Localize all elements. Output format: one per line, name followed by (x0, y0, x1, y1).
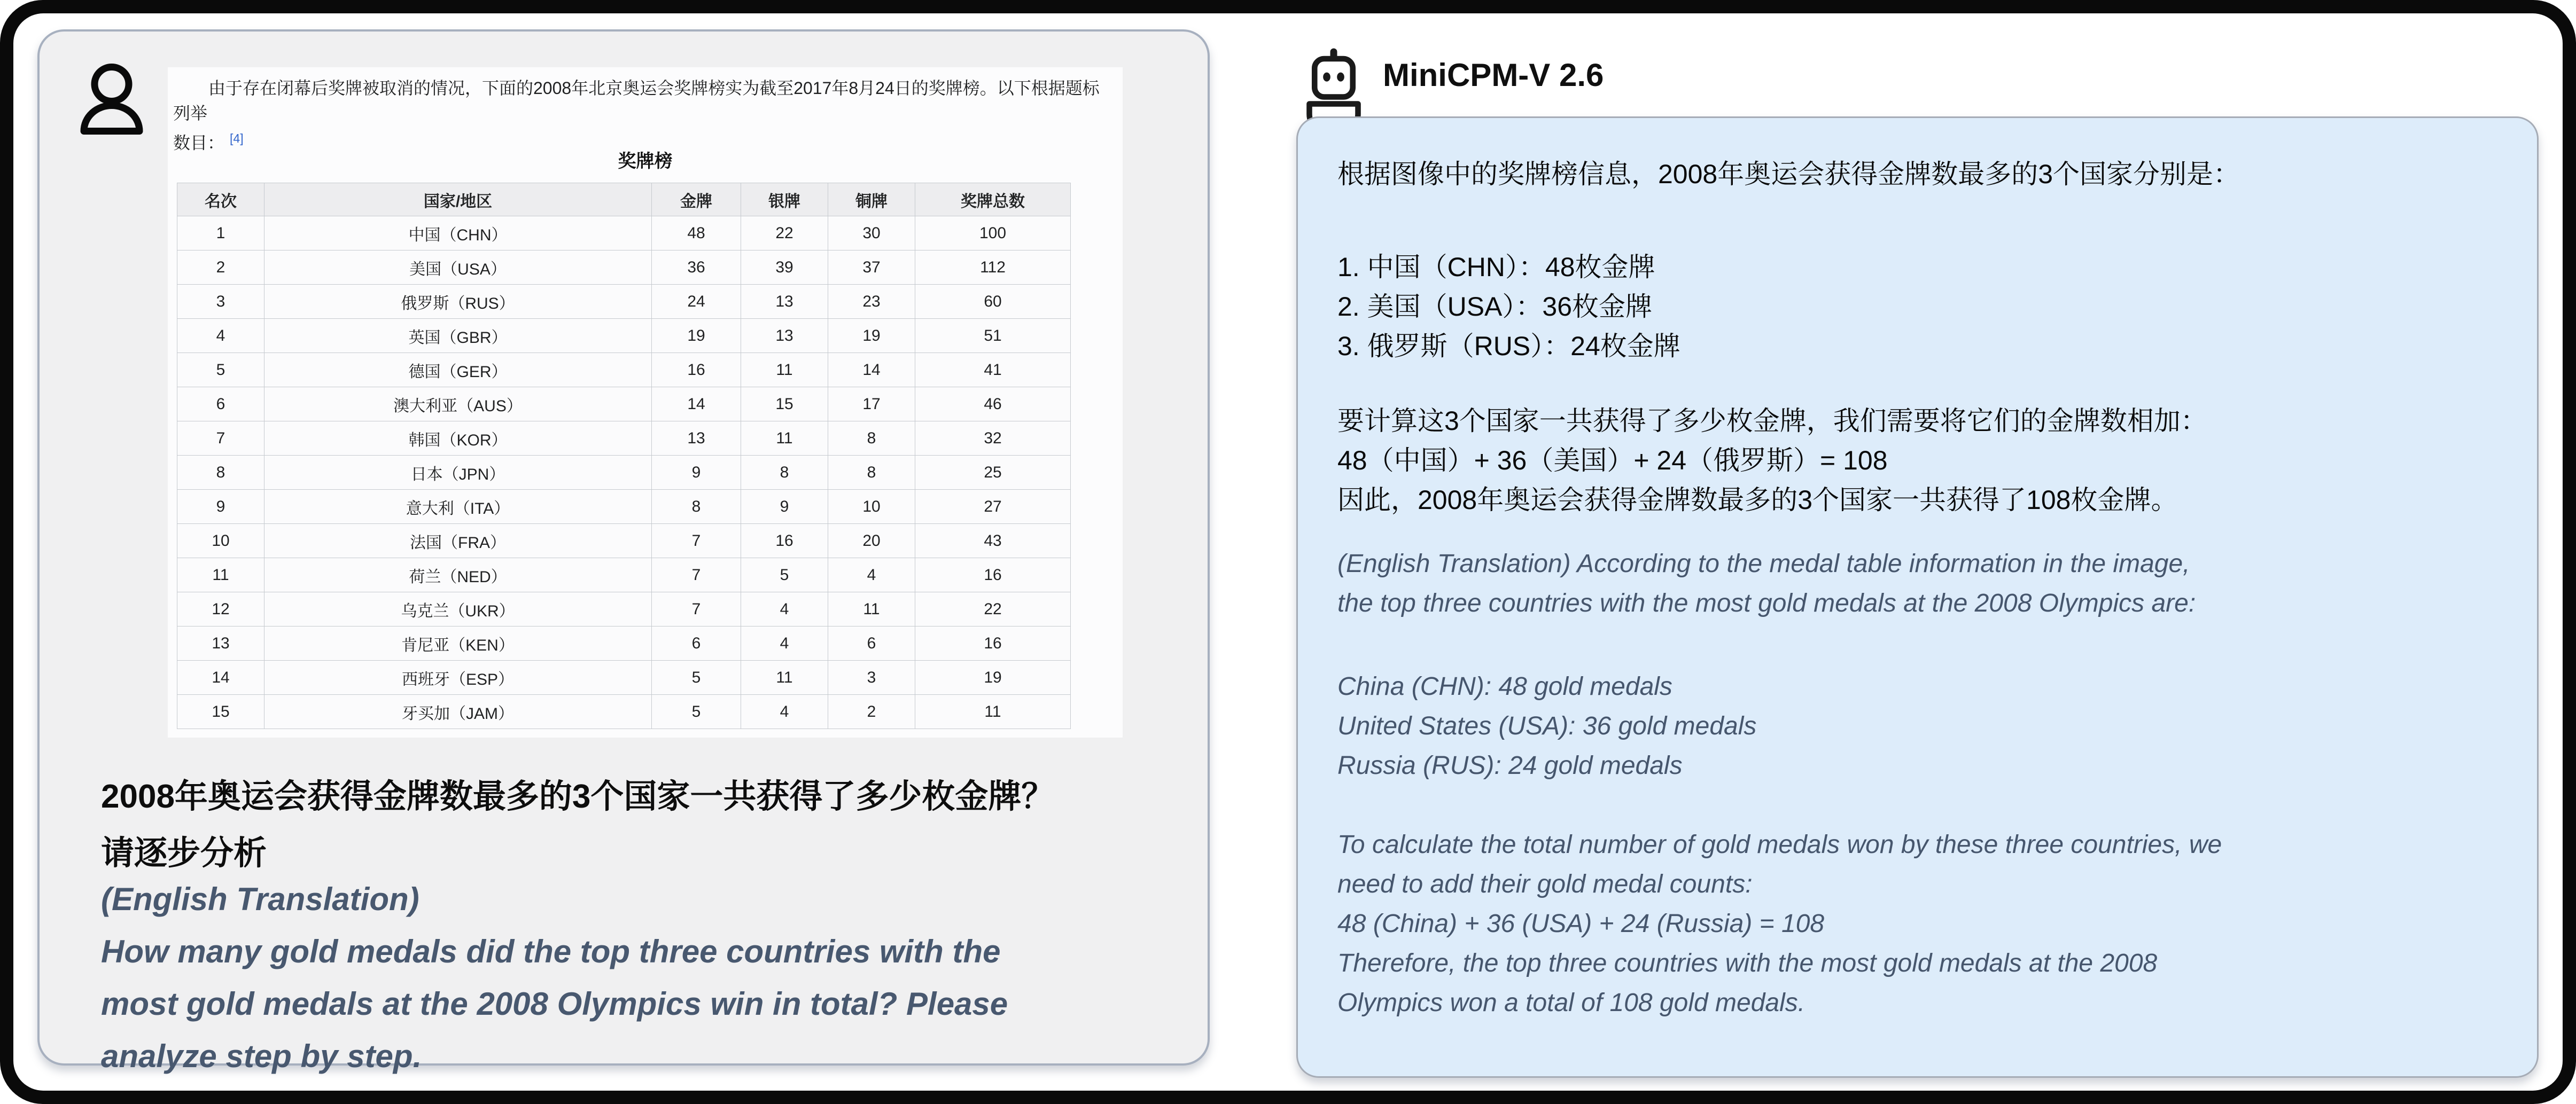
table-cell: 10 (828, 490, 915, 524)
table-cell: 24 (652, 285, 741, 319)
medal-table-title: 奖牌榜 (618, 151, 673, 171)
table-cell: 11 (741, 421, 828, 456)
table-cell: 西班牙（ESP） (264, 661, 652, 695)
table-cell: 14 (177, 661, 264, 695)
table-cell: 1 (177, 216, 264, 250)
text-line: most gold medals at the 2008 Olympics win in total? Please (101, 986, 1008, 1022)
text-line: 请逐步分析 (101, 835, 267, 872)
table-cell: 俄罗斯（RUS） (264, 285, 652, 319)
table-cell: 112 (915, 250, 1071, 285)
table-cell: 3 (828, 661, 915, 695)
table-cell: 36 (652, 250, 741, 285)
table-cell: 美国（USA） (264, 250, 652, 285)
table-cell: 7 (652, 558, 741, 592)
table-cell: 17 (828, 387, 915, 421)
text-line: 由于存在闭幕后奖牌被取消的情况，下面的2008年北京奥运会奖牌榜实为截至2017年8月24日的奖牌榜。以下根据题标列举 (173, 79, 1100, 123)
paragraph (1337, 825, 2497, 1023)
table-row (177, 421, 1071, 456)
table-cell: 37 (828, 250, 915, 285)
table-cell: 30 (828, 216, 915, 250)
text-line: 2. 美国（USA）：36枚金牌 (1337, 292, 1653, 322)
text-line: 数目： [4] (173, 131, 244, 153)
paragraph (1337, 154, 2497, 194)
text-line: 1. 中国（CHN）：48枚金牌 (1337, 252, 1655, 282)
table-cell: 6 (652, 627, 741, 661)
text-line: 2008年奥运会获得金牌数最多的3个国家一共获得了多少枚金牌？ (101, 778, 1055, 815)
table-header-cell: 银牌 (741, 183, 828, 216)
text-line: (English Translation) According to the medal table information in the image, (1337, 550, 2190, 578)
table-cell: 乌克兰（UKR） (264, 592, 652, 627)
table-cell: 25 (915, 456, 1071, 490)
table-cell: 13 (652, 421, 741, 456)
table-row (177, 216, 1071, 250)
table-cell: 11 (828, 592, 915, 627)
text-line: United States (USA): 36 gold medals (1337, 712, 1757, 740)
table-cell: 意大利（ITA） (264, 490, 652, 524)
table-cell: 14 (828, 353, 915, 387)
citation-link: [4] (230, 131, 244, 145)
table-cell: 2 (177, 250, 264, 285)
table-cell: 7 (177, 421, 264, 456)
person-icon (80, 62, 144, 136)
text-line: (English Translation) (101, 881, 419, 917)
table-cell: 27 (915, 490, 1071, 524)
table-cell: 13 (741, 285, 828, 319)
text-line: 要计算这3个国家一共获得了多少枚金牌，我们需要将它们的金牌数相加： (1337, 406, 2207, 436)
table-cell: 10 (177, 524, 264, 558)
table-cell: 20 (828, 524, 915, 558)
table-header-cell: 金牌 (652, 183, 741, 216)
table-header-cell: 国家/地区 (264, 183, 652, 216)
table-cell: 11 (177, 558, 264, 592)
table-cell: 23 (828, 285, 915, 319)
table-row (177, 387, 1071, 421)
user-question-text (101, 769, 1196, 882)
table-cell: 16 (915, 627, 1071, 661)
table-cell: 22 (915, 592, 1071, 627)
table-cell: 51 (915, 319, 1071, 353)
table-cell: 4 (741, 695, 828, 729)
table-cell: 4 (741, 592, 828, 627)
text-line: 48 (China) + 36 (USA) + 24 (Russia) = 108 (1337, 910, 1825, 938)
table-cell: 2 (828, 695, 915, 729)
table-cell: 中国（CHN） (264, 216, 652, 250)
table-cell: 13 (177, 627, 264, 661)
table-cell: 澳大利亚（AUS） (264, 387, 652, 421)
table-cell: 8 (177, 456, 264, 490)
table-cell: 德国（GER） (264, 353, 652, 387)
table-row (177, 250, 1071, 285)
table-cell: 4 (177, 319, 264, 353)
table-cell: 5 (177, 353, 264, 387)
table-cell: 19 (828, 319, 915, 353)
medal-table (177, 183, 1071, 729)
table-cell: 5 (652, 661, 741, 695)
table-cell: 48 (652, 216, 741, 250)
table-header-row (177, 183, 1071, 216)
table-row (177, 319, 1071, 353)
text-line: Olympics won a total of 108 gold medals. (1337, 989, 1805, 1017)
text-line: China (CHN): 48 gold medals (1337, 672, 1672, 701)
table-row (177, 456, 1071, 490)
table-cell: 16 (741, 524, 828, 558)
table-cell: 12 (177, 592, 264, 627)
table-cell: 15 (177, 695, 264, 729)
table-cell: 3 (177, 285, 264, 319)
text-line: 3. 俄罗斯（RUS）：24枚金牌 (1337, 331, 1680, 361)
table-cell: 8 (741, 456, 828, 490)
response-english-translation (1337, 544, 2497, 1023)
text-line: 48（中国）+ 36（美国）+ 24（俄罗斯）= 108 (1337, 445, 1888, 475)
table-row (177, 524, 1071, 558)
table-cell: 16 (652, 353, 741, 387)
table-cell: 8 (828, 421, 915, 456)
table-cell: 11 (915, 695, 1071, 729)
table-header-cell: 奖牌总数 (915, 183, 1071, 216)
table-row (177, 627, 1071, 661)
text-line: Russia (RUS): 24 gold medals (1337, 751, 1683, 780)
table-cell: 13 (741, 319, 828, 353)
table-row (177, 558, 1071, 592)
table-cell: 6 (177, 387, 264, 421)
table-cell: 41 (915, 353, 1071, 387)
text-line: need to add their gold medal counts: (1337, 870, 1753, 898)
table-cell: 100 (915, 216, 1071, 250)
table-cell: 5 (652, 695, 741, 729)
table-cell: 日本（JPN） (264, 456, 652, 490)
table-cell: 39 (741, 250, 828, 285)
table-cell: 法国（FRA） (264, 524, 652, 558)
text-line: analyze step by step. (101, 1038, 422, 1074)
table-row (177, 695, 1071, 729)
table-cell: 19 (652, 319, 741, 353)
table-cell: 8 (828, 456, 915, 490)
user-turn-panel (37, 29, 1210, 1074)
table-cell: 肯尼亚（KEN） (264, 627, 652, 661)
paragraph (1337, 401, 2497, 520)
paragraph (1337, 544, 2497, 623)
table-cell: 4 (741, 627, 828, 661)
paragraph (1337, 667, 2497, 786)
text-line: Therefore, the top three countries with the most gold medals at the 2008 (1337, 949, 2158, 977)
text-line: 因此，2008年奥运会获得金牌数最多的3个国家一共获得了108枚金牌。 (1337, 485, 2178, 515)
table-cell: 9 (652, 456, 741, 490)
table-cell: 22 (741, 216, 828, 250)
table-row (177, 353, 1071, 387)
table-cell: 46 (915, 387, 1071, 421)
text-line: the top three countries with the most gold medals at the 2008 Olympics are: (1337, 589, 2196, 617)
table-row (177, 661, 1071, 695)
text-line: To calculate the total number of gold medals won by these three countries, we (1337, 831, 2222, 859)
table-cell: 11 (741, 353, 828, 387)
table-cell: 43 (915, 524, 1071, 558)
table-cell: 15 (741, 387, 828, 421)
table-cell: 韩国（KOR） (264, 421, 652, 456)
table-cell: 6 (828, 627, 915, 661)
table-cell: 8 (652, 490, 741, 524)
model-name-label: MiniCPM-V 2.6 (1383, 57, 1604, 93)
table-cell: 英国（GBR） (264, 319, 652, 353)
paragraph (1337, 247, 2497, 366)
table-cell: 7 (652, 524, 741, 558)
response-chinese-text (1337, 154, 2497, 520)
table-header-cell: 名次 (177, 183, 264, 216)
table-cell: 16 (915, 558, 1071, 592)
table-cell: 荷兰（NED） (264, 558, 652, 592)
document-intro-text (173, 76, 1115, 156)
text-line: 根据图像中的奖牌榜信息，2008年奥运会获得金牌数最多的3个国家分别是： (1337, 159, 2240, 189)
table-cell: 9 (177, 490, 264, 524)
model-response-bubble (1296, 116, 2539, 1078)
user-question-translation (101, 873, 1196, 1083)
text-line: How many gold medals did the top three countries with the (101, 934, 1001, 969)
embedded-document-screenshot (168, 67, 1123, 738)
table-cell: 牙买加（JAM） (264, 695, 652, 729)
table-row (177, 592, 1071, 627)
table-cell: 4 (828, 558, 915, 592)
table-cell: 19 (915, 661, 1071, 695)
table-row (177, 490, 1071, 524)
table-row (177, 285, 1071, 319)
table-header-cell: 铜牌 (828, 183, 915, 216)
table-cell: 11 (741, 661, 828, 695)
table-cell: 60 (915, 285, 1071, 319)
table-cell: 9 (741, 490, 828, 524)
table-cell: 32 (915, 421, 1071, 456)
table-cell: 7 (652, 592, 741, 627)
table-cell: 5 (741, 558, 828, 592)
table-cell: 14 (652, 387, 741, 421)
